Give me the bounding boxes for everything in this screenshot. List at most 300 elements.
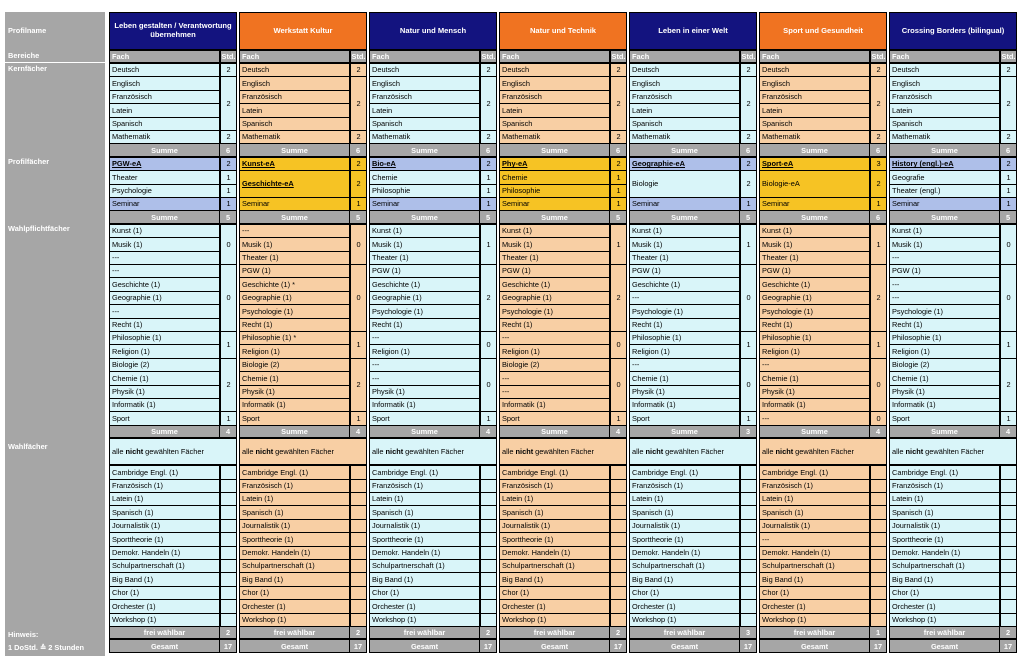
gesamt-value: 17 [739, 640, 756, 651]
label-bereiche: Bereiche [5, 50, 105, 62]
subject-name: Physik (1) [762, 387, 795, 397]
std-value: 1 [870, 224, 887, 265]
subject-cell [239, 318, 350, 332]
std-value: 1 [1000, 331, 1017, 359]
subject-cell [239, 264, 350, 278]
summe-row [629, 143, 757, 156]
std-value: 1 [1000, 184, 1017, 198]
wahl-std-empty [870, 546, 887, 560]
subject-name: Philosophie [502, 186, 541, 196]
subject-cell [499, 197, 610, 211]
subject-cell [109, 411, 220, 425]
subject-name: Kunst-eA [242, 159, 275, 169]
intro-post: gewählten Fächer [145, 446, 204, 456]
wahl-std-empty [870, 479, 887, 493]
gesamt-row [499, 639, 627, 652]
summe-value: 4 [349, 426, 366, 437]
wahl-subject: Französisch (1) [889, 479, 1000, 493]
wahl-subject: Demokr. Handeln (1) [239, 546, 350, 560]
subject-cell [759, 63, 870, 77]
subject-cell [369, 170, 480, 184]
subject-name: Recht (1) [632, 320, 663, 330]
subject-cell [889, 130, 1000, 144]
gesamt-label: Gesamt [800, 641, 829, 651]
wahl-std-empty [480, 546, 497, 560]
subject-cell [889, 371, 1000, 385]
std-value: 1 [480, 184, 497, 198]
subject-cell [499, 117, 610, 131]
wahl-std-empty [740, 613, 757, 627]
subject-name: Seminar [372, 199, 400, 209]
wahl-std-empty [350, 532, 367, 546]
subject-cell [239, 197, 350, 211]
summe-value: 4 [219, 426, 236, 437]
std-header: Std. [1000, 50, 1017, 63]
wahl-subject: Journalistik (1) [239, 519, 350, 533]
subject-name: Spanisch [372, 119, 403, 129]
std-value: 2 [740, 76, 757, 131]
subject-cell [759, 344, 870, 358]
wahl-subject: Schulpartnerschaft (1) [239, 559, 350, 573]
wahl-std-empty [1000, 599, 1017, 613]
std-value: 1 [610, 224, 627, 265]
subject-name: Religion (1) [762, 346, 800, 356]
fach-header: Fach [759, 50, 870, 63]
subject-cell [629, 385, 740, 399]
subject-name: Chemie (1) [892, 373, 929, 383]
subject-cell [369, 103, 480, 117]
std-value: 2 [480, 130, 497, 144]
subject-name: Religion (1) [112, 346, 150, 356]
subject-name: Deutsch [892, 65, 920, 75]
subject-name: Spanisch [112, 119, 143, 129]
wahl-std-empty [870, 559, 887, 573]
subject-name: Geografie [892, 172, 925, 182]
subject-cell [239, 117, 350, 131]
wahl-std-empty [740, 559, 757, 573]
summe-label: Summe [801, 145, 828, 155]
subject-cell [629, 398, 740, 412]
subject-cell [629, 251, 740, 265]
wahl-std-empty [740, 492, 757, 506]
subject-name: Psychologie (1) [372, 306, 423, 316]
std-value: 2 [1000, 63, 1017, 77]
subject-cell [759, 103, 870, 117]
summe-row [499, 143, 627, 156]
summe-value: 5 [349, 211, 366, 222]
subject-name: Musik (1) [502, 239, 533, 249]
wahl-subject: Spanisch (1) [109, 505, 220, 519]
intro-bold: nicht [515, 446, 534, 456]
subject-name: Latein [372, 105, 393, 115]
subject-name: Englisch [632, 78, 660, 88]
subject-name: Theater (1) [632, 253, 669, 263]
wahl-subject: Sporttheorie (1) [499, 532, 610, 546]
std-value: 2 [350, 130, 367, 144]
intro-bold: nicht [255, 446, 274, 456]
wahl-std-empty [1000, 613, 1017, 627]
subject-name: Philosophie (1) [892, 333, 942, 343]
wahl-subject: Schulpartnerschaft (1) [889, 559, 1000, 573]
subject-cell [629, 103, 740, 117]
wahl-subject: Journalistik (1) [759, 519, 870, 533]
subject-cell [499, 103, 610, 117]
subject-cell [109, 331, 220, 345]
std-value: 2 [220, 130, 237, 144]
subject-name: Sport [632, 413, 650, 423]
gesamt-label: Gesamt [670, 641, 699, 651]
wahl-std-empty [870, 586, 887, 600]
subject-name: Informatik (1) [502, 400, 546, 410]
wahl-std-empty [740, 532, 757, 546]
wahl-std-empty [350, 519, 367, 533]
wahl-std-empty [740, 599, 757, 613]
subject-name: Geschichte (1) [502, 279, 551, 289]
subject-name: Phy-eA [502, 159, 528, 169]
subject-name: Informatik (1) [372, 400, 416, 410]
frei-row [889, 626, 1017, 639]
std-value: 1 [870, 331, 887, 359]
summe-label: Summe [931, 145, 958, 155]
frei-value: 2 [219, 627, 236, 638]
wahl-std-empty [610, 572, 627, 586]
subject-name: Religion (1) [632, 346, 670, 356]
subject-cell [889, 344, 1000, 358]
gesamt-row [109, 639, 237, 652]
subject-cell [889, 331, 1000, 345]
subject-cell [629, 264, 740, 278]
subject-cell [239, 157, 350, 171]
subject-cell [499, 170, 610, 184]
wahl-std-empty [220, 492, 237, 506]
wahl-subject: Chor (1) [499, 586, 610, 600]
subject-name: Chemie (1) [242, 373, 279, 383]
std-value: 2 [740, 170, 757, 198]
subject-cell [759, 304, 870, 318]
summe-label: Summe [671, 212, 698, 222]
wahl-subject: Demokr. Handeln (1) [759, 546, 870, 560]
std-value: 2 [870, 130, 887, 144]
std-value: 2 [740, 157, 757, 171]
subject-cell [499, 331, 610, 345]
subject-name: Seminar [892, 199, 920, 209]
subject-name: Geographie (1) [762, 293, 812, 303]
subject-name: Recht (1) [372, 320, 403, 330]
summe-row [369, 425, 497, 438]
std-value: 1 [350, 331, 367, 359]
wahl-subject: Latein (1) [239, 492, 350, 506]
wahl-std-empty [1000, 546, 1017, 560]
summe-value: 6 [739, 144, 756, 155]
subject-cell [889, 184, 1000, 198]
std-value: 2 [1000, 157, 1017, 171]
subject-cell [629, 277, 740, 291]
wahl-std-empty [1000, 479, 1017, 493]
subject-cell [239, 277, 350, 291]
subject-cell [889, 197, 1000, 211]
subject-name: Sport [502, 413, 520, 423]
gesamt-label: Gesamt [410, 641, 439, 651]
wahl-std-empty [220, 572, 237, 586]
subject-cell [369, 398, 480, 412]
subject-cell [109, 224, 220, 238]
summe-label: Summe [801, 426, 828, 436]
subject-name: Physik (1) [112, 387, 145, 397]
wahl-std-empty [220, 519, 237, 533]
subject-cell [889, 157, 1000, 171]
subject-cell [109, 184, 220, 198]
subject-name: Deutsch [632, 65, 660, 75]
subject-name: Psychologie (1) [632, 306, 683, 316]
subject-cell [889, 76, 1000, 90]
wahl-subject: Latein (1) [109, 492, 220, 506]
std-value: 1 [220, 331, 237, 359]
subject-cell [629, 90, 740, 104]
wahl-subject: Chor (1) [109, 586, 220, 600]
subject-cell [759, 157, 870, 171]
wahl-std-empty [610, 586, 627, 600]
frei-label: frei wählbar [533, 628, 576, 638]
subject-name: Kunst (1) [502, 226, 532, 236]
wahl-subject: Latein (1) [369, 492, 480, 506]
intro-post: gewählten Fächer [665, 446, 724, 456]
summe-value: 5 [739, 211, 756, 222]
wahl-subject: Demokr. Handeln (1) [109, 546, 220, 560]
subject-cell [889, 291, 1000, 305]
std-value: 0 [1000, 264, 1017, 332]
subject-cell [759, 398, 870, 412]
subject-cell [759, 331, 870, 345]
wahl-subject: Journalistik (1) [629, 519, 740, 533]
fach-header: Fach [239, 50, 350, 63]
fach-header: Fach [629, 50, 740, 63]
wahl-std-empty [870, 572, 887, 586]
subject-cell [499, 237, 610, 251]
subject-cell [499, 224, 610, 238]
wahl-subject: Journalistik (1) [499, 519, 610, 533]
subject-cell [499, 184, 610, 198]
wahl-subject: Journalistik (1) [109, 519, 220, 533]
wahl-intro [759, 438, 887, 465]
wahl-subject: Big Band (1) [499, 572, 610, 586]
summe-label: Summe [151, 145, 178, 155]
wahl-std-empty [480, 505, 497, 519]
subject-name: --- [762, 413, 770, 423]
subject-name: Psychologie (1) [892, 306, 943, 316]
summe-row [109, 210, 237, 223]
gesamt-value: 17 [349, 640, 366, 651]
intro-pre: alle [502, 446, 514, 456]
subject-name: Geographie (1) [372, 293, 422, 303]
subject-cell [499, 76, 610, 90]
std-value: 1 [350, 197, 367, 211]
subject-name: Religion (1) [502, 346, 540, 356]
summe-value: 6 [349, 144, 366, 155]
wahl-intro [629, 438, 757, 465]
std-value: 1 [1000, 197, 1017, 211]
wahl-std-empty [740, 546, 757, 560]
subject-name: Recht (1) [892, 320, 923, 330]
summe-value: 5 [999, 211, 1016, 222]
wahl-subject: Big Band (1) [759, 572, 870, 586]
std-value: 1 [480, 224, 497, 265]
std-value: 2 [1000, 358, 1017, 413]
subject-name: Mathematik [112, 132, 151, 142]
frei-row [629, 626, 757, 639]
wahl-std-empty [870, 492, 887, 506]
subject-cell [239, 63, 350, 77]
wahl-subject: Cambridge Engl. (1) [629, 465, 740, 479]
subject-name: Physik (1) [372, 387, 405, 397]
wahl-subject: Spanisch (1) [889, 505, 1000, 519]
gesamt-label: Gesamt [540, 641, 569, 651]
subject-cell [629, 197, 740, 211]
wahl-subject: Chor (1) [759, 586, 870, 600]
label-hinweis: Hinweis: [5, 629, 105, 642]
subject-name: --- [632, 293, 640, 303]
subject-cell [759, 224, 870, 238]
wahl-subject: Demokr. Handeln (1) [889, 546, 1000, 560]
subject-name: --- [372, 373, 380, 383]
subject-name: Biologie [632, 179, 659, 189]
subject-name: Psychologie (1) [502, 306, 553, 316]
std-header: Std. [480, 50, 497, 63]
subject-name: Philosophie (1) [112, 333, 162, 343]
subject-cell [499, 371, 610, 385]
wahl-subject: Demokr. Handeln (1) [369, 546, 480, 560]
wahl-std-empty [480, 586, 497, 600]
subject-cell [499, 130, 610, 144]
subject-cell [629, 237, 740, 251]
summe-value: 4 [999, 426, 1016, 437]
wahl-subject: Spanisch (1) [629, 505, 740, 519]
subject-name: Englisch [762, 78, 790, 88]
subject-cell [369, 385, 480, 399]
subject-name: Musik (1) [242, 239, 273, 249]
subject-name: Deutsch [762, 65, 790, 75]
wahl-subject: Orchester (1) [239, 599, 350, 613]
subject-cell [629, 63, 740, 77]
subject-name: Chemie [502, 172, 528, 182]
subject-name: Theater (1) [242, 253, 279, 263]
wahl-std-empty [350, 492, 367, 506]
subject-cell [629, 411, 740, 425]
subject-name: Latein [112, 105, 133, 115]
summe-value: 5 [219, 211, 236, 222]
wahl-std-empty [220, 505, 237, 519]
wahl-subject: Big Band (1) [889, 572, 1000, 586]
wahl-std-empty [610, 532, 627, 546]
subject-name: Mathematik [892, 132, 931, 142]
wahl-subject: Workshop (1) [369, 613, 480, 627]
std-value: 3 [870, 157, 887, 171]
subject-name: Religion (1) [242, 346, 280, 356]
wahl-subject: Chor (1) [889, 586, 1000, 600]
std-header: Std. [610, 50, 627, 63]
subject-cell [239, 170, 350, 198]
wahl-subject: Workshop (1) [499, 613, 610, 627]
wahl-std-empty [870, 465, 887, 479]
wahl-std-empty [480, 465, 497, 479]
subject-cell [499, 157, 610, 171]
gesamt-row [369, 639, 497, 652]
subject-name: Psychologie (1) [242, 306, 293, 316]
subject-name: Theater [112, 172, 138, 182]
wahl-std-empty [480, 519, 497, 533]
subject-cell [239, 291, 350, 305]
subject-cell [109, 344, 220, 358]
subject-cell [369, 318, 480, 332]
wahl-subject: Cambridge Engl. (1) [239, 465, 350, 479]
gesamt-row [889, 639, 1017, 652]
wahl-subject: Cambridge Engl. (1) [109, 465, 220, 479]
subject-name: Theater (1) [372, 253, 409, 263]
summe-label: Summe [541, 212, 568, 222]
wahl-subject: Sporttheorie (1) [889, 532, 1000, 546]
subject-cell [499, 318, 610, 332]
summe-label: Summe [541, 426, 568, 436]
wahl-std-empty [1000, 559, 1017, 573]
wahl-std-empty [350, 479, 367, 493]
summe-row [629, 425, 757, 438]
std-value: 1 [1000, 411, 1017, 425]
fach-header: Fach [369, 50, 480, 63]
profile-header: Leben in einer Welt [629, 12, 757, 50]
subject-cell [369, 237, 480, 251]
subject-name: PGW (1) [632, 266, 661, 276]
subject-name: Latein [632, 105, 653, 115]
std-value: 2 [350, 170, 367, 198]
subject-cell [109, 398, 220, 412]
subject-name: Seminar [112, 199, 140, 209]
subject-cell [889, 251, 1000, 265]
subject-name: Deutsch [372, 65, 400, 75]
gesamt-value: 17 [609, 640, 626, 651]
summe-value: 3 [739, 426, 756, 437]
subject-cell [239, 331, 350, 345]
subject-cell [239, 224, 350, 238]
gesamt-row [629, 639, 757, 652]
wahl-std-empty [610, 559, 627, 573]
wahl-subject: Orchester (1) [889, 599, 1000, 613]
wahl-subject: Spanisch (1) [759, 505, 870, 519]
subject-cell [499, 291, 610, 305]
frei-label: frei wählbar [793, 628, 836, 638]
std-value: 2 [350, 76, 367, 131]
std-value: 0 [740, 264, 757, 332]
wahl-subject: Cambridge Engl. (1) [499, 465, 610, 479]
subject-name: Physik (1) [242, 387, 275, 397]
subject-name: Seminar [632, 199, 660, 209]
intro-pre: alle [112, 446, 124, 456]
subject-name: Französisch [372, 92, 412, 102]
wahl-std-empty [870, 613, 887, 627]
summe-row [109, 143, 237, 156]
subject-name: Mathematik [632, 132, 671, 142]
gesamt-label: Gesamt [150, 641, 179, 651]
wahl-intro [109, 438, 237, 465]
subject-cell [629, 157, 740, 171]
subject-cell [499, 398, 610, 412]
subject-name: --- [632, 360, 640, 370]
subject-cell [629, 291, 740, 305]
subject-name: Chemie [372, 172, 398, 182]
std-value: 2 [350, 358, 367, 413]
wahl-subject: Demokr. Handeln (1) [629, 546, 740, 560]
std-value: 1 [610, 170, 627, 184]
subject-cell [889, 358, 1000, 372]
wahl-subject: Journalistik (1) [889, 519, 1000, 533]
